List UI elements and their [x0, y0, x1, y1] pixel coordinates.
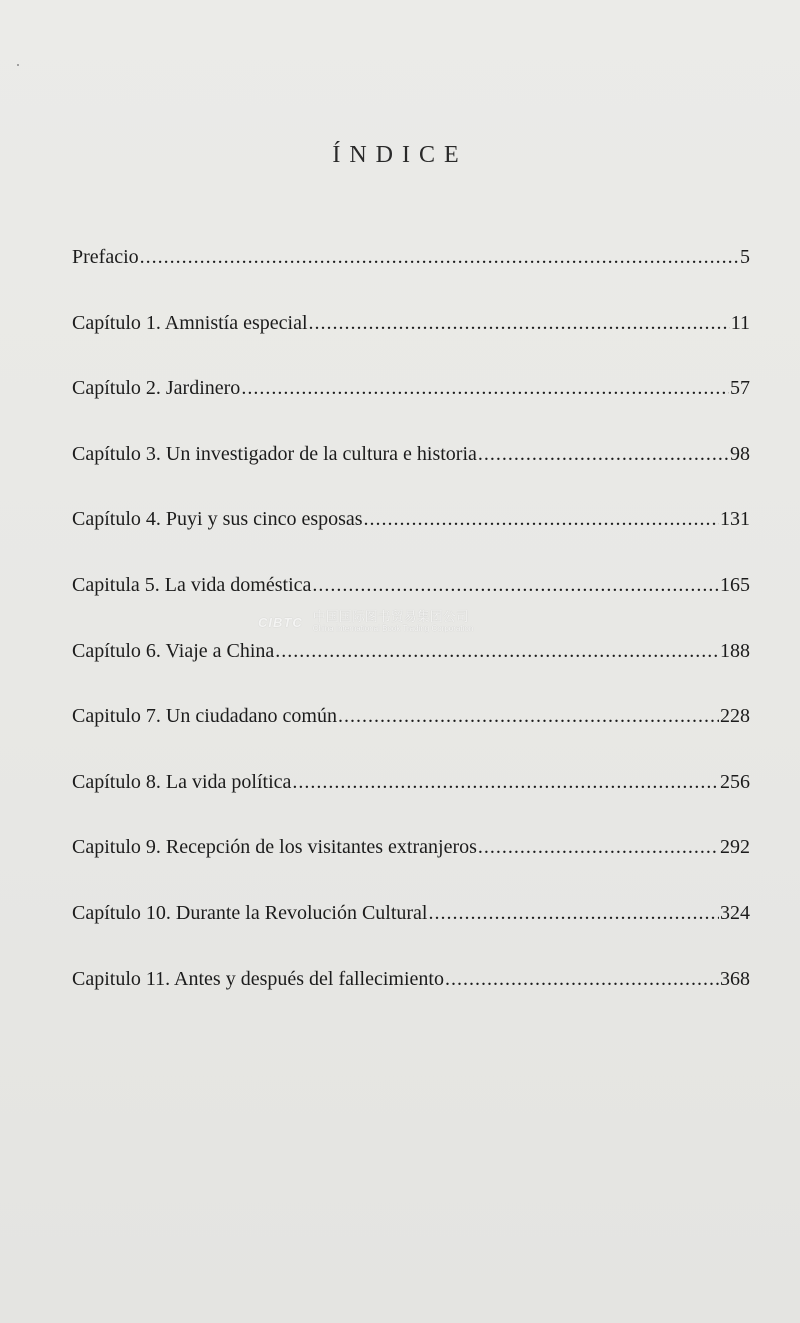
- toc-entry-page: 228: [720, 705, 750, 728]
- dot-leader: [478, 443, 729, 466]
- toc-entry-chapter-1: [72, 312, 750, 378]
- dot-leader: [445, 968, 719, 991]
- toc-entry-page: 131: [720, 508, 750, 531]
- toc-entry-chapter-2: [72, 377, 750, 443]
- toc-entry-page: 5: [740, 246, 750, 268]
- toc-entry-label: Capitulo 9. Recepción de los visitantes extranjeros: [72, 836, 477, 859]
- dot-leader: [478, 836, 719, 859]
- dot-leader: [309, 312, 730, 335]
- dot-leader: [140, 246, 739, 269]
- toc-entry-label: Capitulo 11. Antes y después del fallecimiento: [72, 967, 444, 990]
- dot-leader: [338, 705, 719, 728]
- toc-entry-chapter-9: [72, 836, 750, 902]
- toc-entry-label: Capítulo 4. Puyi y sus cinco esposas: [72, 508, 363, 531]
- toc-entry-label: Capítulo 2. Jardinero: [72, 377, 241, 400]
- toc-entry-page: 368: [720, 967, 750, 990]
- toc-entry-label: Capítulo 10. Durante la Revolución Cultural: [72, 901, 428, 924]
- toc-entry-chapter-5: [72, 574, 750, 640]
- dot-leader: [292, 771, 719, 794]
- dot-leader: [429, 902, 720, 925]
- dot-leader: [312, 574, 719, 597]
- dot-leader: [241, 377, 729, 400]
- toc-entry-prefacio: [72, 246, 750, 312]
- page-title: ÍNDICE: [332, 142, 468, 168]
- watermark-english: China International Book Trading Corporation: [312, 624, 474, 634]
- dot-leader: [364, 508, 719, 531]
- toc-entry-page: 57: [730, 377, 750, 400]
- toc-entry-page: 98: [730, 442, 750, 465]
- toc-entry-page: 256: [720, 770, 750, 793]
- toc-entry-page: 188: [720, 639, 750, 662]
- toc-entry-chapter-11: [72, 968, 750, 1034]
- toc-entry-page: 11: [730, 311, 750, 334]
- publisher-logo-icon: CIBTC: [258, 615, 303, 631]
- toc-entry-chapter-8: [72, 771, 750, 837]
- toc-entry-label: Capitula 5. La vida doméstica: [72, 573, 312, 596]
- toc-entry-chapter-7: [72, 705, 750, 771]
- toc-entry-chapter-10: [72, 902, 750, 968]
- paper-speck: [17, 64, 19, 66]
- toc-entry-label: Capítulo 1. Amnistía especial: [72, 311, 308, 334]
- toc-entry-label: Capitulo 7. Un ciudadano común: [72, 705, 337, 728]
- toc-entry-label: Capítulo 3. Un investigador de la cultura e historia: [72, 442, 477, 465]
- toc-entry-label: Prefacio: [72, 246, 139, 268]
- toc-entry-label: Capítulo 8. La vida política: [72, 770, 292, 793]
- toc-entry-page: 165: [720, 573, 750, 596]
- watermark-chinese: 中国国际图书贸易集团公司: [312, 610, 469, 625]
- toc-entry-label: Capítulo 6. Viaje a China: [72, 639, 275, 662]
- toc-entry-page: 292: [720, 836, 750, 859]
- toc-entry-chapter-4: [72, 508, 750, 574]
- table-of-contents: [72, 246, 750, 1033]
- dot-leader: [275, 640, 719, 663]
- toc-entry-chapter-6: [72, 640, 750, 706]
- toc-entry-page: 324: [720, 901, 750, 924]
- toc-entry-chapter-3: [72, 443, 750, 509]
